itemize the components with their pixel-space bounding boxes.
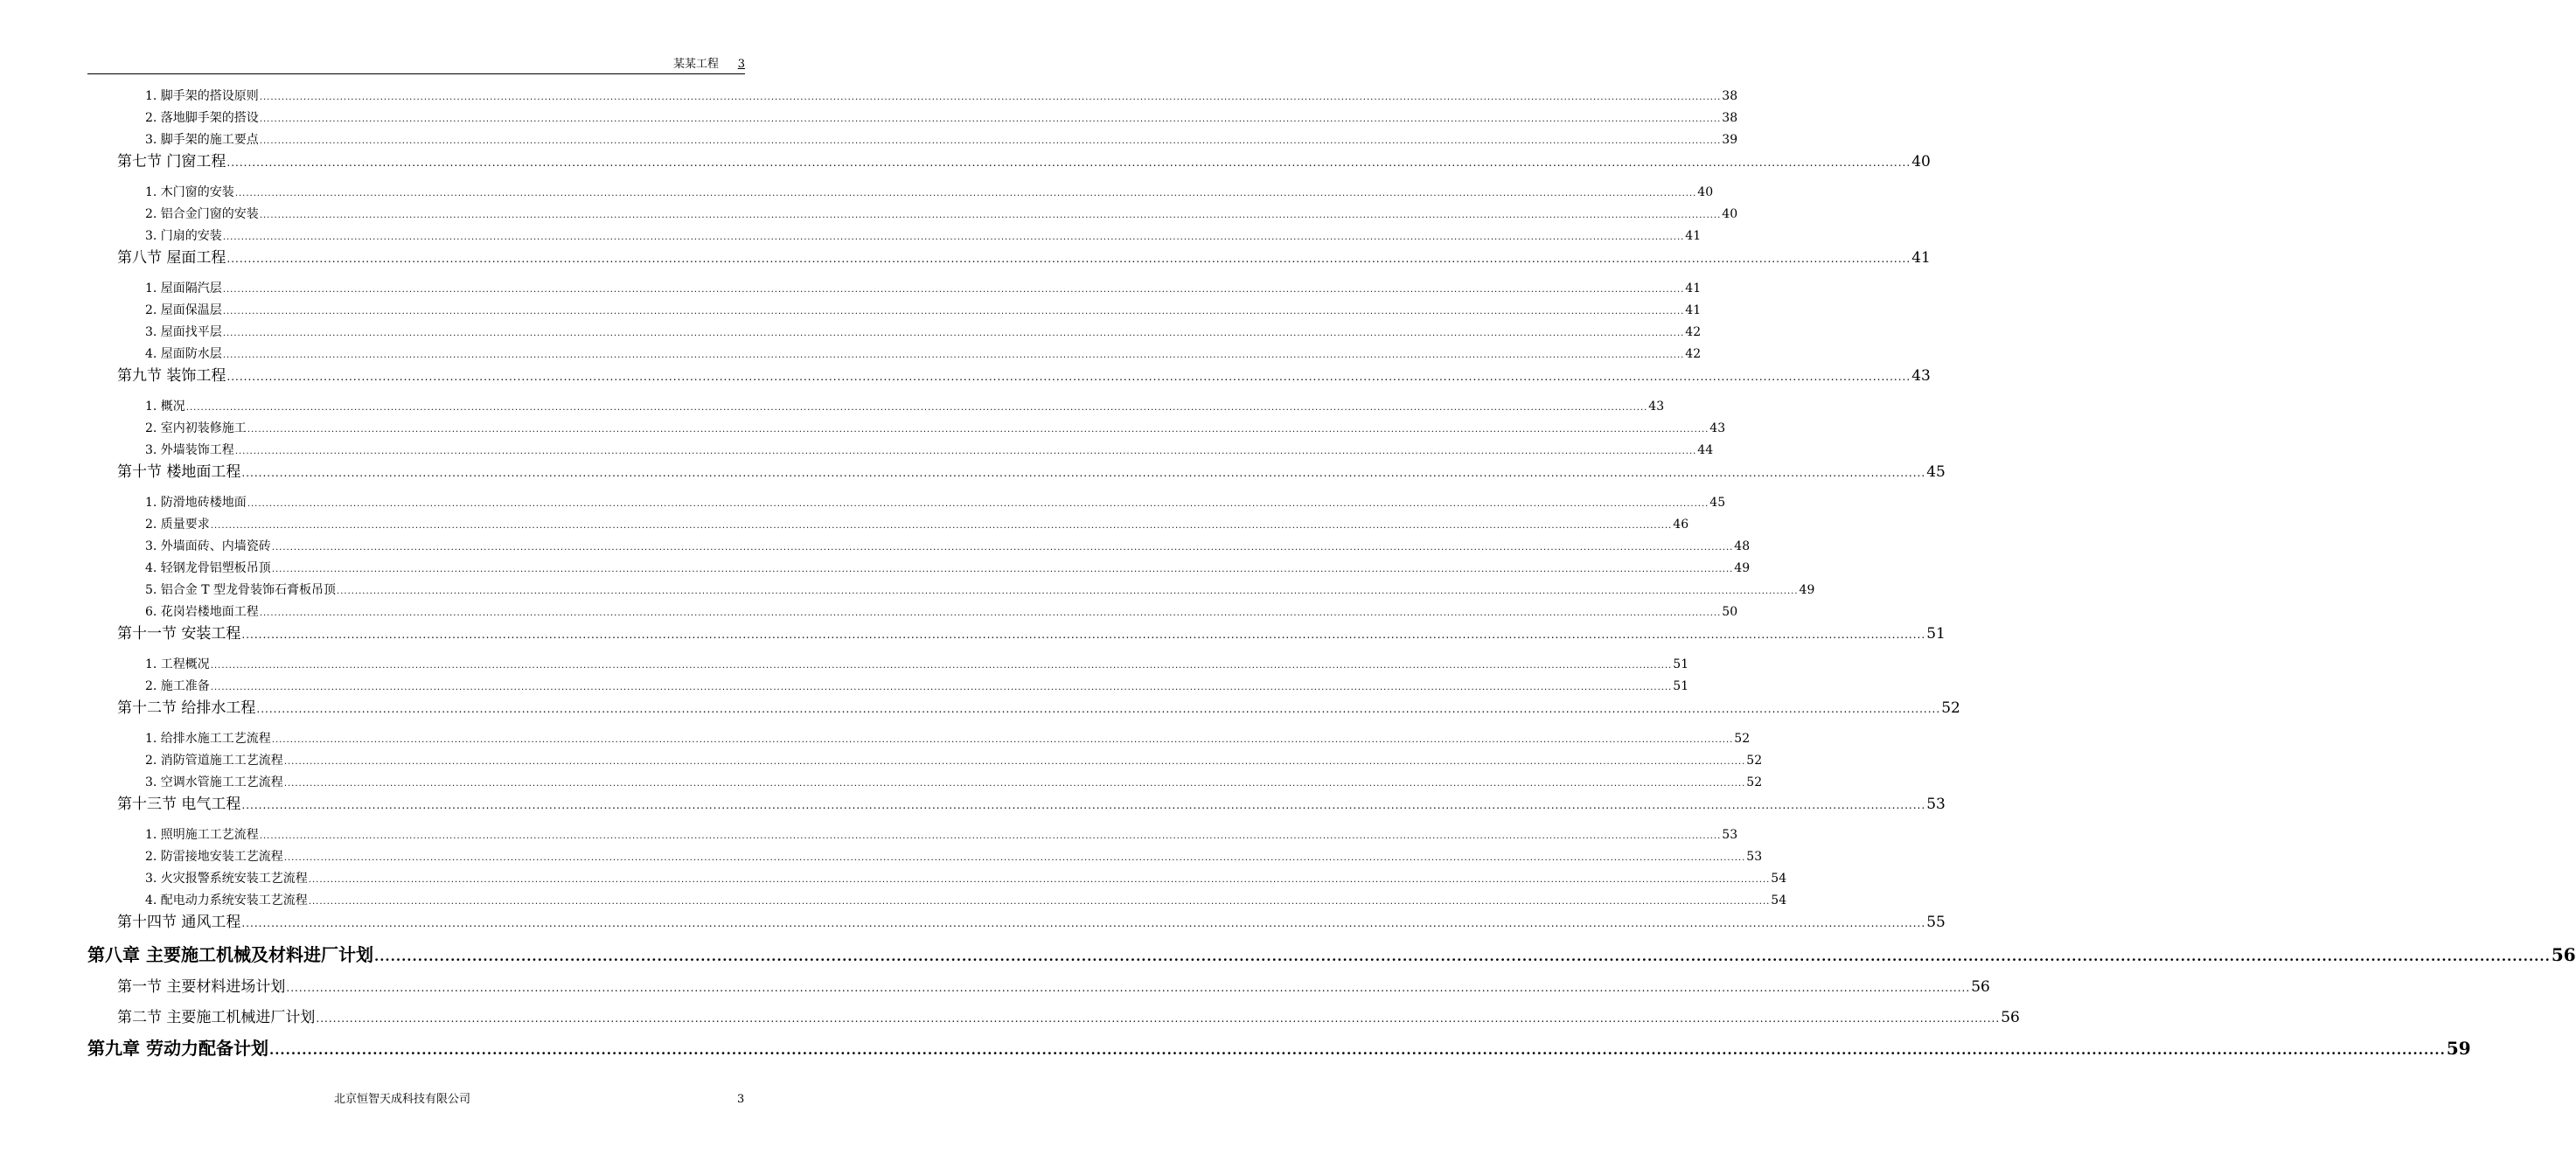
toc-entry[interactable] <box>145 110 1738 128</box>
toc-entry-label: 2. 室内初装修施工 <box>145 421 247 435</box>
toc-entry-page: 44 <box>1697 443 1714 457</box>
toc-entry-page: 51 <box>1673 679 1689 693</box>
toc-entry[interactable] <box>145 849 1763 866</box>
toc-leader-dots: ................................................................................................................................................................................................................................................................................................................................................................................................................ <box>283 757 1746 767</box>
toc-leader-dots: ................................................................................................................................................................................................................................................................................................................................................................................................................ <box>226 156 1911 169</box>
toc-entry-label: 第九章 劳动力配备计划 <box>87 1038 268 1059</box>
toc-entry[interactable] <box>145 539 1751 556</box>
toc-entry[interactable] <box>117 977 1990 998</box>
toc-leader-dots: ................................................................................................................................................................................................................................................................................................................................................................................................................ <box>222 233 1685 242</box>
toc-entry[interactable] <box>145 421 1726 438</box>
toc-entry-page: 56 <box>1971 978 1990 996</box>
toc-leader-dots: ................................................................................................................................................................................................................................................................................................................................................................................................................ <box>268 1042 2446 1058</box>
toc-entry-label: 3. 空调水管施工工艺流程 <box>145 775 283 789</box>
toc-leader-dots: ................................................................................................................................................................................................................................................................................................................................................................................................................ <box>241 799 1926 811</box>
toc-entry-label: 3. 脚手架的施工要点 <box>145 133 259 147</box>
header-title: 某某工程 <box>672 58 719 71</box>
toc-entry-label: 1. 木门窗的安装 <box>145 185 234 199</box>
toc-entry[interactable] <box>145 132 1738 149</box>
toc-entry-page: 40 <box>1697 185 1714 199</box>
toc-entry-page: 40 <box>1911 153 1931 170</box>
toc-entry-label: 4. 轻钢龙骨铝塑板吊顶 <box>145 561 271 575</box>
page-header <box>87 58 745 74</box>
toc-entry-page: 42 <box>1685 325 1702 339</box>
toc-entry-label: 2. 消防管道施工工艺流程 <box>145 754 283 768</box>
toc-entry-page: 55 <box>1926 914 1946 931</box>
toc-entry-label: 第九节 装饰工程 <box>117 367 226 385</box>
toc-entry-label: 1. 给排水施工工艺流程 <box>145 732 271 746</box>
footer-page-number: 3 <box>737 1093 745 1106</box>
toc-entry-page: 52 <box>1734 732 1751 746</box>
toc-leader-dots: ................................................................................................................................................................................................................................................................................................................................................................................................................ <box>185 403 1648 413</box>
toc-leader-dots: ................................................................................................................................................................................................................................................................................................................................................................................................................ <box>222 285 1685 295</box>
toc-entry-page: 38 <box>1722 111 1738 125</box>
toc-leader-dots: ................................................................................................................................................................................................................................................................................................................................................................................................................ <box>222 307 1685 316</box>
toc-entry[interactable] <box>145 775 1763 792</box>
toc-leader-dots: ................................................................................................................................................................................................................................................................................................................................................................................................................ <box>222 329 1685 338</box>
toc-entry-label: 2. 铝合金门窗的安装 <box>145 207 259 221</box>
toc-leader-dots: ................................................................................................................................................................................................................................................................................................................................................................................................................ <box>271 735 1734 745</box>
toc-entry[interactable] <box>145 206 1738 224</box>
toc-entry-page: 59 <box>2446 1038 2471 1059</box>
toc-leader-dots: ................................................................................................................................................................................................................................................................................................................................................................................................................ <box>222 351 1685 360</box>
toc-entry-label: 3. 火灾报警系统安装工艺流程 <box>145 872 308 886</box>
toc-entry[interactable] <box>145 346 1702 364</box>
toc-entry[interactable] <box>145 442 1714 460</box>
toc-entry-label: 3. 外墙面砖、内墙瓷砖 <box>145 539 271 553</box>
toc-entry[interactable] <box>145 517 1689 534</box>
toc-entry[interactable] <box>145 184 1714 202</box>
header-page-number: 3 <box>737 58 745 71</box>
toc-entry-label: 1. 工程概况 <box>145 657 210 671</box>
toc-entry-page: 43 <box>1911 367 1931 385</box>
toc-leader-dots: ................................................................................................................................................................................................................................................................................................................................................................................................................ <box>286 982 1971 994</box>
toc-entry[interactable] <box>145 399 1665 416</box>
toc-entry-page: 51 <box>1926 625 1946 643</box>
toc-entry-label: 第十节 楼地面工程 <box>117 463 241 481</box>
toc-entry[interactable] <box>117 699 1960 719</box>
toc-leader-dots: ................................................................................................................................................................................................................................................................................................................................................................................................................ <box>259 211 1722 220</box>
toc-leader-dots: ................................................................................................................................................................................................................................................................................................................................................................................................................ <box>241 467 1926 479</box>
toc-entry[interactable] <box>145 827 1738 845</box>
toc-entry-page: 40 <box>1722 207 1738 221</box>
toc-entry-label: 第二节 主要施工机械进厂计划 <box>117 1009 316 1026</box>
toc-entry-label: 3. 外墙装饰工程 <box>145 443 234 457</box>
toc-leader-dots: ................................................................................................................................................................................................................................................................................................................................................................................................................ <box>226 371 1911 383</box>
toc-leader-dots: ................................................................................................................................................................................................................................................................................................................................................................................................................ <box>308 875 1771 885</box>
toc-entry-label: 6. 花岗岩楼地面工程 <box>145 605 259 619</box>
toc-entry-page: 54 <box>1771 893 1787 907</box>
toc-entry-page: 45 <box>1926 463 1946 481</box>
toc-entry[interactable] <box>145 281 1702 298</box>
toc-leader-dots: ................................................................................................................................................................................................................................................................................................................................................................................................................ <box>283 779 1746 789</box>
toc-entry-label: 第七节 门窗工程 <box>117 153 226 170</box>
toc-entry-label: 第一节 主要材料进场计划 <box>117 978 286 996</box>
toc-leader-dots: ................................................................................................................................................................................................................................................................................................................................................................................................................ <box>259 136 1722 146</box>
toc-entry-label: 第八节 屋面工程 <box>117 249 226 267</box>
toc-entry-page: 41 <box>1685 282 1702 295</box>
toc-leader-dots: ................................................................................................................................................................................................................................................................................................................................................................................................................ <box>247 499 1709 509</box>
toc-entry[interactable] <box>117 462 1946 483</box>
toc-entry[interactable] <box>145 893 1787 910</box>
toc-entry[interactable] <box>117 152 1931 172</box>
footer-company: 北京恒智天成科技有限公司 <box>333 1093 470 1106</box>
toc-entry[interactable] <box>145 731 1751 748</box>
toc-entry-page: 43 <box>1648 400 1665 414</box>
toc-entry-label: 1. 防滑地砖楼地面 <box>145 496 247 510</box>
toc-entry[interactable] <box>87 943 2576 968</box>
toc-leader-dots: ................................................................................................................................................................................................................................................................................................................................................................................................................ <box>337 587 1799 596</box>
toc-entry[interactable] <box>145 560 1751 578</box>
toc-entry[interactable] <box>145 324 1702 342</box>
toc-leader-dots: ................................................................................................................................................................................................................................................................................................................................................................................................................ <box>259 93 1722 102</box>
toc-entry-label: 5. 铝合金 T 型龙骨装饰石膏板吊顶 <box>145 583 337 597</box>
toc-leader-dots: ................................................................................................................................................................................................................................................................................................................................................................................................................ <box>271 543 1734 553</box>
toc-entry[interactable] <box>145 657 1689 674</box>
toc-entry-page: 45 <box>1709 496 1726 510</box>
toc-leader-dots: ................................................................................................................................................................................................................................................................................................................................................................................................................ <box>308 897 1771 907</box>
toc-entry[interactable] <box>145 604 1738 622</box>
toc-entry-label: 第十四节 通风工程 <box>117 914 241 931</box>
toc-leader-dots: ................................................................................................................................................................................................................................................................................................................................................................................................................ <box>210 683 1673 692</box>
toc-entry[interactable] <box>117 1008 2020 1028</box>
toc-leader-dots: ................................................................................................................................................................................................................................................................................................................................................................................................................ <box>316 1012 2001 1025</box>
toc-leader-dots: ................................................................................................................................................................................................................................................................................................................................................................................................................ <box>271 565 1734 574</box>
toc-entry-label: 第八章 主要施工机械及材料进厂计划 <box>87 944 373 965</box>
toc-entry-page: 38 <box>1722 89 1738 103</box>
toc-entry-page: 41 <box>1911 249 1931 267</box>
toc-leader-dots: ................................................................................................................................................................................................................................................................................................................................................................................................................ <box>210 521 1673 531</box>
toc-leader-dots: ................................................................................................................................................................................................................................................................................................................................................................................................................ <box>247 425 1709 435</box>
toc-leader-dots: ................................................................................................................................................................................................................................................................................................................................................................................................................ <box>373 949 2551 964</box>
toc-entry[interactable] <box>145 228 1702 246</box>
toc-entry-page: 41 <box>1685 229 1702 243</box>
toc-entry-page: 53 <box>1926 796 1946 813</box>
toc-entry-label: 2. 质量要求 <box>145 518 210 532</box>
toc-entry-label: 4. 配电动力系统安装工艺流程 <box>145 893 308 907</box>
toc-leader-dots: ................................................................................................................................................................................................................................................................................................................................................................................................................ <box>234 447 1697 456</box>
toc-entry-label: 第十一节 安装工程 <box>117 625 241 643</box>
toc-entry[interactable] <box>145 753 1763 770</box>
toc-entry-page: 43 <box>1709 421 1726 435</box>
toc-entry-page: 53 <box>1722 828 1738 842</box>
toc-entry-page: 49 <box>1734 561 1751 575</box>
toc-entry-label: 2. 施工准备 <box>145 679 210 693</box>
toc-entry[interactable] <box>145 495 1726 512</box>
toc-entry-page: 39 <box>1722 133 1738 147</box>
toc-entry-label: 1. 屋面隔汽层 <box>145 282 222 295</box>
toc-entry-page: 50 <box>1722 605 1738 619</box>
toc-entry[interactable] <box>117 366 1931 386</box>
toc-entry[interactable] <box>117 624 1946 644</box>
toc-entry-label: 3. 门扇的安装 <box>145 229 222 243</box>
toc-entry-page: 52 <box>1941 699 1960 717</box>
toc-entry-page: 56 <box>2001 1009 2020 1026</box>
toc-entry[interactable] <box>117 913 1946 933</box>
toc-entry-label: 第十二节 给排水工程 <box>117 699 256 717</box>
toc-entry-label: 4. 屋面防水层 <box>145 347 222 361</box>
toc-entry-page: 53 <box>1746 850 1763 864</box>
toc-entry-label: 1. 脚手架的搭设原则 <box>145 89 259 103</box>
toc-entry-label: 2. 落地脚手架的搭设 <box>145 111 259 125</box>
toc-entry[interactable] <box>117 795 1946 815</box>
toc-entry[interactable] <box>145 871 1787 888</box>
toc-entry[interactable] <box>145 678 1689 696</box>
toc-entry-page: 42 <box>1685 347 1702 361</box>
toc-entry-page: 51 <box>1673 657 1689 671</box>
toc-entry-page: 52 <box>1746 754 1763 768</box>
toc-entry-label: 3. 屋面找平层 <box>145 325 222 339</box>
toc-entry-page: 52 <box>1746 775 1763 789</box>
toc-entry-page: 49 <box>1799 583 1815 597</box>
toc-entry[interactable] <box>87 1037 2471 1061</box>
toc-leader-dots: ................................................................................................................................................................................................................................................................................................................................................................................................................ <box>226 253 1911 265</box>
toc-entry-page: 56 <box>2551 944 2576 965</box>
toc-entry-page: 48 <box>1734 539 1751 553</box>
toc-leader-dots: ................................................................................................................................................................................................................................................................................................................................................................................................................ <box>259 115 1722 124</box>
toc-entry-label: 2. 防雷接地安装工艺流程 <box>145 850 283 864</box>
toc-entry-label: 1. 概况 <box>145 400 185 414</box>
toc-leader-dots: ................................................................................................................................................................................................................................................................................................................................................................................................................ <box>234 189 1697 198</box>
toc-leader-dots: ................................................................................................................................................................................................................................................................................................................................................................................................................ <box>256 703 1941 715</box>
toc-entry-label: 2. 屋面保温层 <box>145 303 222 317</box>
toc-leader-dots: ................................................................................................................................................................................................................................................................................................................................................................................................................ <box>210 661 1673 671</box>
toc-leader-dots: ................................................................................................................................................................................................................................................................................................................................................................................................................ <box>259 831 1722 841</box>
toc-leader-dots: ................................................................................................................................................................................................................................................................................................................................................................................................................ <box>283 853 1746 863</box>
toc-entry[interactable] <box>117 248 1931 268</box>
toc-entry-page: 54 <box>1771 872 1787 886</box>
toc-leader-dots: ................................................................................................................................................................................................................................................................................................................................................................................................................ <box>241 629 1926 641</box>
toc-leader-dots: ................................................................................................................................................................................................................................................................................................................................................................................................................ <box>241 917 1926 929</box>
toc-entry[interactable] <box>145 302 1702 320</box>
toc-entry[interactable] <box>145 582 1815 600</box>
toc-entry-label: 第十三节 电气工程 <box>117 796 241 813</box>
toc-entry-label: 1. 照明施工工艺流程 <box>145 828 259 842</box>
toc-entry-page: 41 <box>1685 303 1702 317</box>
toc-entry-page: 46 <box>1673 518 1689 532</box>
toc-leader-dots: ................................................................................................................................................................................................................................................................................................................................................................................................................ <box>259 608 1722 618</box>
toc-entry[interactable] <box>145 88 1738 106</box>
